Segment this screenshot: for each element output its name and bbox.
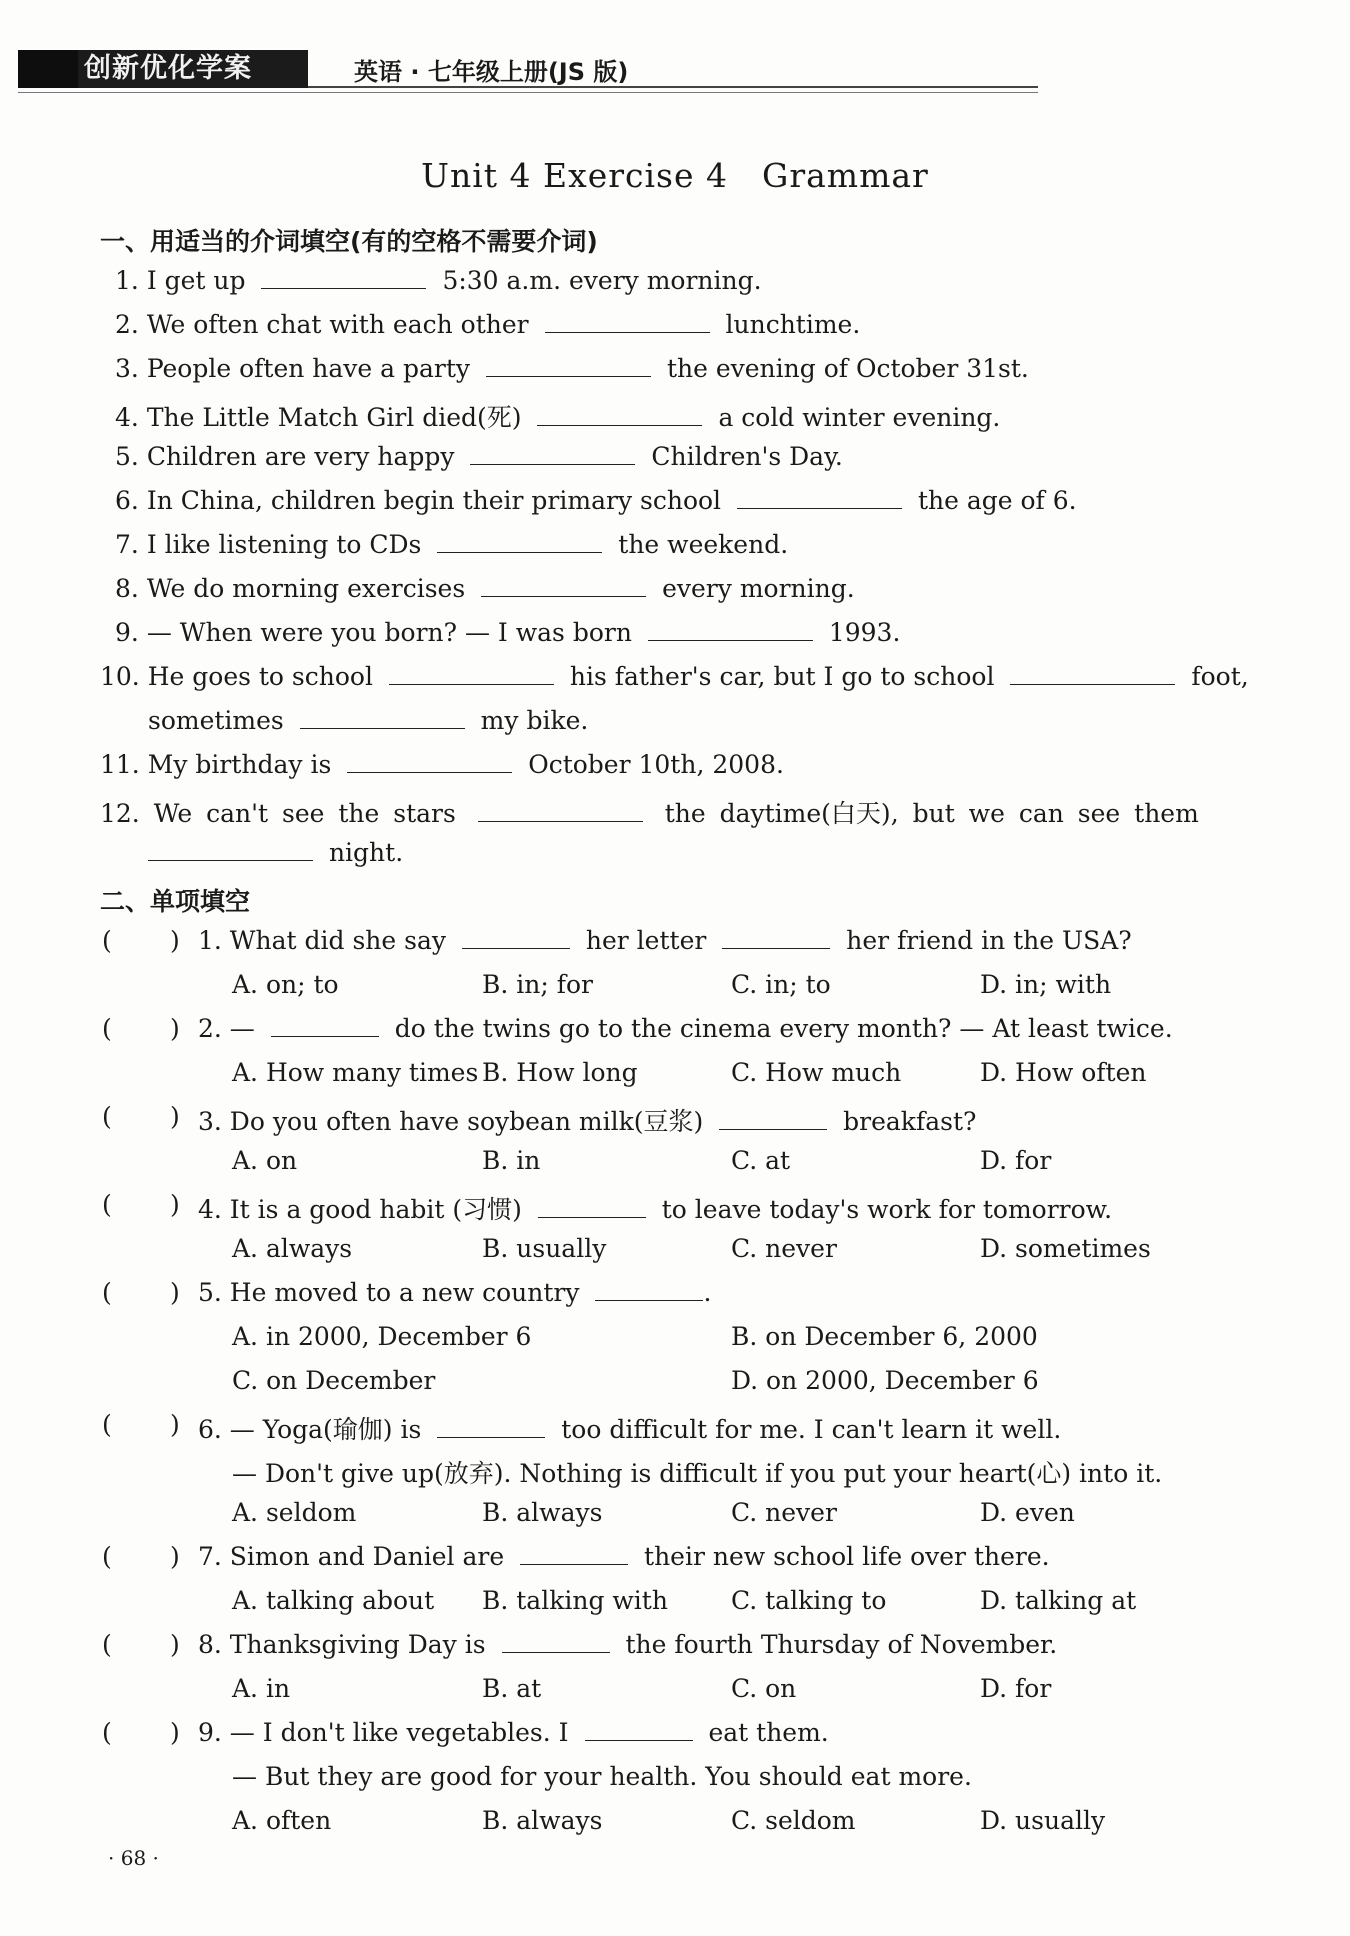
answer-paren-close: ) bbox=[170, 1014, 180, 1043]
option-b: B. in; for bbox=[482, 970, 593, 999]
option-a: A. seldom bbox=[232, 1498, 357, 1527]
answer-blank[interactable] bbox=[737, 486, 902, 509]
option-a: A. often bbox=[232, 1806, 332, 1835]
answer-blank[interactable] bbox=[462, 926, 570, 949]
page-header bbox=[18, 50, 1038, 90]
fill-item-11: 11. My birthday is October 10th, 2008. bbox=[100, 750, 784, 779]
option-c: C. on December bbox=[232, 1366, 436, 1395]
option-b: B. at bbox=[482, 1674, 542, 1703]
mc-question-5: 5. He moved to a new country . bbox=[198, 1278, 712, 1307]
option-d: D. for bbox=[980, 1146, 1052, 1175]
answer-blank[interactable] bbox=[261, 266, 426, 289]
option-b: B. talking with bbox=[482, 1586, 668, 1615]
answer-blank[interactable] bbox=[648, 618, 813, 641]
answer-blank[interactable] bbox=[148, 838, 313, 861]
answer-paren-open: ( bbox=[102, 1014, 112, 1043]
option-d: D. sometimes bbox=[980, 1234, 1151, 1263]
brand-banner: 创新优化学案 bbox=[18, 50, 308, 88]
answer-paren-close: ) bbox=[170, 1278, 180, 1307]
option-a: A. in bbox=[232, 1674, 291, 1703]
brand-logo-block bbox=[18, 50, 78, 88]
answer-blank[interactable] bbox=[437, 1415, 545, 1438]
option-d: D. How often bbox=[980, 1058, 1147, 1087]
option-a: A. on; to bbox=[232, 970, 339, 999]
answer-paren-open: ( bbox=[102, 1278, 112, 1307]
mc-question-6: 6. — Yoga(瑜伽) is too difficult for me. I can't learn it well. bbox=[198, 1415, 1062, 1444]
answer-blank[interactable] bbox=[470, 442, 635, 465]
fill-item-6: 6. In China, children begin their primary school the age of 6. bbox=[115, 486, 1077, 515]
option-c: C. at bbox=[731, 1146, 791, 1175]
answer-blank[interactable] bbox=[389, 662, 554, 685]
option-a: A. on bbox=[232, 1146, 298, 1175]
option-a: A. How many times bbox=[232, 1058, 479, 1087]
mc-question-7: 7. Simon and Daniel are their new school life over there. bbox=[198, 1542, 1050, 1571]
answer-paren-open: ( bbox=[102, 1630, 112, 1659]
option-c: C. never bbox=[731, 1234, 837, 1263]
fill-item-9: 9. — When were you born? — I was born 1993. bbox=[115, 618, 901, 647]
answer-paren-close: ) bbox=[170, 1410, 180, 1439]
fill-item-4: 4. The Little Match Girl died(死) a cold winter evening. bbox=[115, 403, 1001, 432]
option-a: A. always bbox=[232, 1234, 353, 1263]
mc-question-3: 3. Do you often have soybean milk(豆浆) breakfast? bbox=[198, 1107, 977, 1136]
section1-title: 一、用适当的介词填空(有的空格不需要介词) bbox=[100, 227, 598, 256]
mc-question-2: 2. — do the twins go to the cinema every month? — At least twice. bbox=[198, 1014, 1173, 1043]
fill-item-10-cont: sometimes my bike. bbox=[148, 706, 589, 735]
answer-paren-open: ( bbox=[102, 1102, 112, 1131]
header-rule-thin bbox=[18, 92, 1038, 93]
option-c: C. on bbox=[731, 1674, 797, 1703]
option-d: D. talking at bbox=[980, 1586, 1137, 1615]
fill-item-12: 12. We can't see the stars the daytime(白天), but we can see them bbox=[100, 799, 1199, 828]
answer-paren-close: ) bbox=[170, 926, 180, 955]
mc-question-6-reply: — Don't give up(放弃). Nothing is difficult if you put your heart(心) into it. bbox=[232, 1459, 1163, 1488]
option-d: D. for bbox=[980, 1674, 1052, 1703]
page-title: Unit 4 Exercise 4 Grammar bbox=[421, 156, 929, 195]
answer-paren-close: ) bbox=[170, 1542, 180, 1571]
answer-blank[interactable] bbox=[347, 750, 512, 773]
answer-blank[interactable] bbox=[502, 1630, 610, 1653]
answer-blank[interactable] bbox=[481, 574, 646, 597]
answer-paren-open: ( bbox=[102, 1542, 112, 1571]
option-b: B. on December 6, 2000 bbox=[731, 1322, 1038, 1351]
subject-label: 英语 · 七年级上册(JS 版) bbox=[354, 58, 629, 86]
answer-blank[interactable] bbox=[300, 706, 465, 729]
fill-item-1: 1. I get up 5:30 a.m. every morning. bbox=[115, 266, 762, 295]
mc-question-1: 1. What did she say her letter her friend in the USA? bbox=[198, 926, 1132, 955]
answer-blank[interactable] bbox=[1010, 662, 1175, 685]
answer-blank[interactable] bbox=[545, 310, 710, 333]
section2-title: 二、单项填空 bbox=[100, 887, 251, 916]
option-c: C. seldom bbox=[731, 1806, 856, 1835]
fill-item-7: 7. I like listening to CDs the weekend. bbox=[115, 530, 789, 559]
answer-blank[interactable] bbox=[722, 926, 830, 949]
answer-blank[interactable] bbox=[595, 1278, 703, 1301]
answer-blank[interactable] bbox=[538, 1195, 646, 1218]
option-b: B. always bbox=[482, 1806, 603, 1835]
answer-paren-open: ( bbox=[102, 1718, 112, 1747]
answer-blank[interactable] bbox=[271, 1014, 379, 1037]
option-d: D. even bbox=[980, 1498, 1075, 1527]
mc-question-9-reply: — But they are good for your health. You should eat more. bbox=[232, 1762, 972, 1791]
option-d: D. usually bbox=[980, 1806, 1106, 1835]
option-b: B. usually bbox=[482, 1234, 607, 1263]
mc-question-4: 4. It is a good habit (习惯) to leave today's work for tomorrow. bbox=[198, 1195, 1113, 1224]
answer-blank[interactable] bbox=[486, 354, 651, 377]
option-d: D. on 2000, December 6 bbox=[731, 1366, 1039, 1395]
answer-blank[interactable] bbox=[585, 1718, 693, 1741]
answer-paren-open: ( bbox=[102, 1190, 112, 1219]
option-c: C. never bbox=[731, 1498, 837, 1527]
answer-paren-close: ) bbox=[170, 1630, 180, 1659]
answer-blank[interactable] bbox=[719, 1107, 827, 1130]
option-c: C. in; to bbox=[731, 970, 831, 999]
fill-item-10: 10. He goes to school his father's car, but I go to school foot, bbox=[100, 662, 1249, 691]
option-c: C. talking to bbox=[731, 1586, 887, 1615]
option-a: A. talking about bbox=[232, 1586, 435, 1615]
answer-paren-close: ) bbox=[170, 1102, 180, 1131]
option-a: A. in 2000, December 6 bbox=[232, 1322, 532, 1351]
page-number: · 68 · bbox=[108, 1846, 159, 1870]
answer-paren-open: ( bbox=[102, 1410, 112, 1439]
fill-item-2: 2. We often chat with each other lunchtime. bbox=[115, 310, 861, 339]
answer-paren-close: ) bbox=[170, 1718, 180, 1747]
option-b: B. always bbox=[482, 1498, 603, 1527]
fill-item-5: 5. Children are very happy Children's Day. bbox=[115, 442, 843, 471]
answer-blank[interactable] bbox=[437, 530, 602, 553]
option-d: D. in; with bbox=[980, 970, 1112, 999]
answer-blank[interactable] bbox=[520, 1542, 628, 1565]
mc-question-9: 9. — I don't like vegetables. I eat them. bbox=[198, 1718, 829, 1747]
fill-item-12-cont: night. bbox=[148, 838, 403, 867]
fill-item-3: 3. People often have a party the evening of October 31st. bbox=[115, 354, 1029, 383]
answer-blank[interactable] bbox=[537, 403, 702, 426]
header-rule bbox=[308, 86, 1038, 88]
fill-item-8: 8. We do morning exercises every morning. bbox=[115, 574, 855, 603]
answer-blank[interactable] bbox=[478, 799, 643, 822]
mc-question-8: 8. Thanksgiving Day is the fourth Thursday of November. bbox=[198, 1630, 1058, 1659]
answer-paren-close: ) bbox=[170, 1190, 180, 1219]
option-b: B. How long bbox=[482, 1058, 638, 1087]
option-c: C. How much bbox=[731, 1058, 902, 1087]
answer-paren-open: ( bbox=[102, 926, 112, 955]
option-b: B. in bbox=[482, 1146, 541, 1175]
